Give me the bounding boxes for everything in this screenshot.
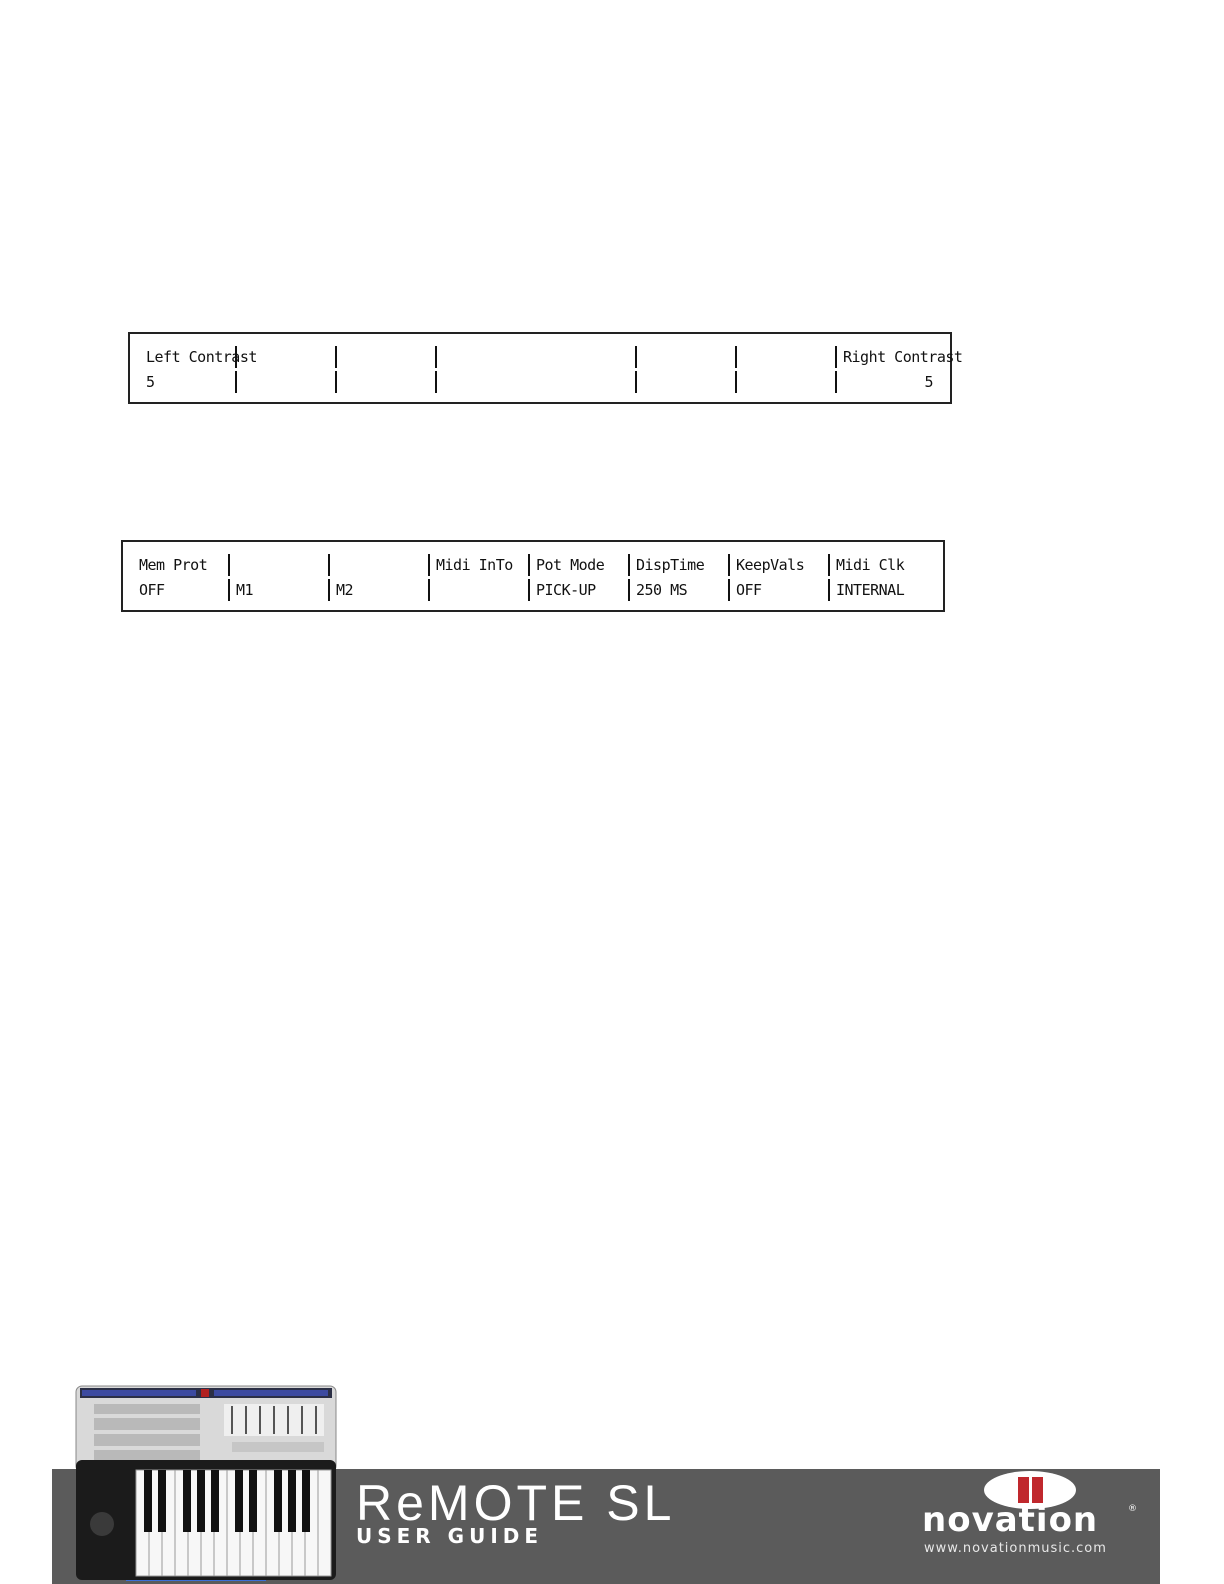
lcd-cell [435, 346, 635, 368]
lcd-label-mem-prot: Mem Prot [139, 556, 208, 574]
link-underline [126, 1580, 266, 1581]
keyboard-product-image [74, 1384, 338, 1582]
document-subtitle: USER GUIDE [356, 1524, 544, 1548]
lcd-value-pot-mode: PICK-UP [528, 579, 628, 601]
lcd-cell [335, 371, 435, 393]
lcd-value-mem-prot: OFF [139, 581, 165, 599]
lcd-value-disp-time: 250 MS [628, 579, 728, 601]
lcd-label-left-contrast: Left Contrast [146, 348, 257, 366]
lcd-cell [635, 346, 735, 368]
lcd-label-pot-mode: Pot Mode [528, 554, 628, 576]
lcd-top-row [123, 554, 943, 576]
lcd-value-m1: M1 [228, 579, 328, 601]
brand-name: novation [922, 1500, 1099, 1540]
lcd-value-midi-clk: INTERNAL [828, 579, 928, 601]
lcd-value-midi-into [428, 579, 528, 601]
lcd-display-contrast [128, 332, 963, 404]
lcd-cell [635, 371, 735, 393]
lcd-display-global-settings [121, 540, 945, 612]
product-title: ReMOTE SL [356, 1475, 676, 1531]
lcd-cell [328, 554, 428, 576]
lcd-bottom-row [130, 371, 950, 393]
lcd-cell [235, 371, 335, 393]
lcd-label-keep-vals: KeepVals [728, 554, 828, 576]
lcd-cell [335, 346, 435, 368]
lcd-value-right-contrast: 5 [835, 371, 933, 393]
lcd-cell [435, 371, 635, 393]
lcd-label-midi-into: Midi InTo [428, 554, 528, 576]
brand-url: www.novationmusic.com [924, 1541, 1107, 1556]
lcd-label-right-contrast: Right Contrast [835, 346, 943, 368]
lcd-cell [735, 346, 835, 368]
lcd-cell [735, 371, 835, 393]
lcd-cell [228, 554, 328, 576]
lcd-bottom-row [123, 579, 943, 601]
lcd-label-disp-time: DispTime [628, 554, 728, 576]
lcd-label-midi-clk: Midi Clk [828, 554, 928, 576]
lcd-top-row [130, 346, 963, 368]
lcd-value-keep-vals: OFF [728, 579, 828, 601]
lcd-cell [235, 346, 335, 368]
lcd-value-left-contrast: 5 [146, 373, 155, 391]
lcd-value-m2: M2 [328, 579, 428, 601]
registered-mark: ® [1128, 1504, 1137, 1514]
